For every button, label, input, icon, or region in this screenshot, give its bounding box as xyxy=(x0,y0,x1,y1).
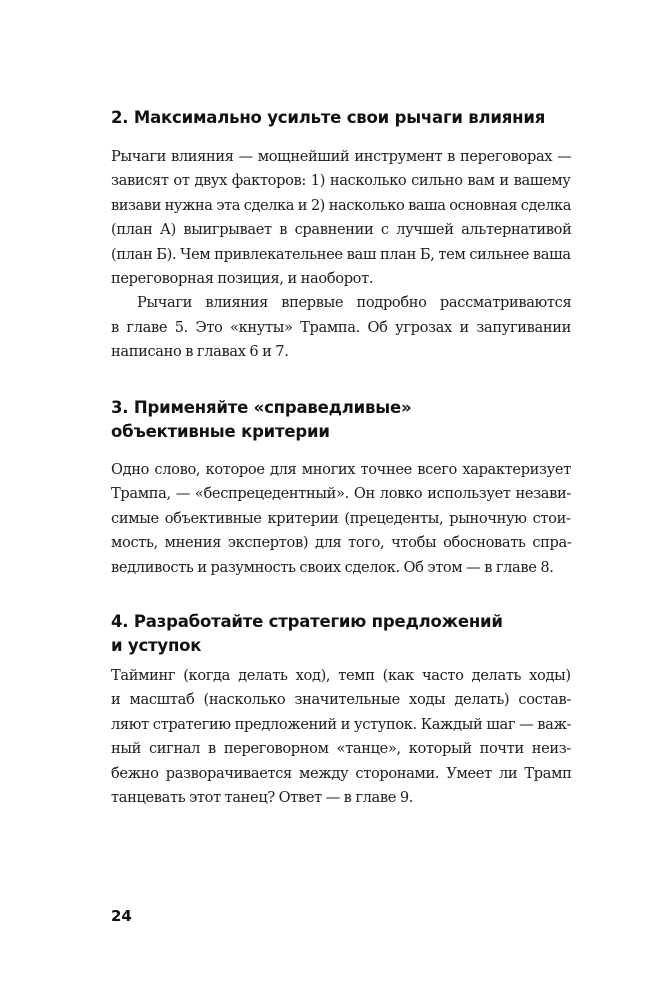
text-line: зависят от двух факторов: 1) насколько сильно вам и вашему xyxy=(111,172,571,190)
paragraph xyxy=(111,664,571,810)
text-line: переговорная позиция, и наоборот. xyxy=(111,270,374,288)
text-line: (план Б). Чем привлекательнее ваш план Б, тем сильнее ваша xyxy=(111,245,571,263)
text-line: визави нужна эта сделка и 2) насколько ваша основная сделка xyxy=(111,196,571,214)
heading-line: 3. Применяйте «справедливые» xyxy=(111,398,412,417)
text-line: симые объективные критерии (прецеденты, рыночную стои- xyxy=(111,509,571,527)
text-line: Трампа, — «беспрецедентный». Он ловко использует незави- xyxy=(111,485,571,503)
section-leverage xyxy=(111,106,571,365)
paragraph xyxy=(111,458,571,580)
section-heading xyxy=(111,396,571,444)
text-line: бежно разворачивается между сторонами. Умеет ли Трамп xyxy=(111,764,572,782)
heading-line: 2. Максимально усильте свои рычаги влияния xyxy=(111,108,546,127)
heading-line: 4. Разработайте стратегию предложений xyxy=(111,612,503,631)
section-offers-concessions xyxy=(111,610,571,810)
text-line: Рычаги влияния впервые подробно рассматриваются xyxy=(137,294,572,312)
heading-line: объективные критерии xyxy=(111,422,330,441)
paragraph xyxy=(111,291,571,364)
text-line: (план А) выигрывает в сравнении с лучшей альтернативой xyxy=(111,221,572,239)
text-line: танцевать этот танец? Ответ — в главе 9. xyxy=(111,789,414,807)
text-line: Тайминг (когда делать ход), темп (как часто делать ходы) xyxy=(111,667,571,684)
text-line: ный сигнал в переговорном «танце», который почти неиз- xyxy=(111,740,571,758)
text-line: Одно слово, которое для многих точнее всего характеризует xyxy=(111,461,571,478)
paragraph xyxy=(111,145,571,291)
text-line: и масштаб (насколько значительные ходы делать) состав- xyxy=(111,691,571,709)
section-heading xyxy=(111,610,571,658)
text-line: мость, мнения экспертов) для того, чтобы обосновать спра- xyxy=(111,534,572,552)
section-objective-criteria xyxy=(111,396,571,580)
text-line: ведливость и разумность своих сделок. Об этом — в главе 8. xyxy=(111,558,554,576)
text-line: Рычаги влияния — мощнейший инструмент в переговорах — xyxy=(111,148,572,165)
page-number: 24 xyxy=(111,907,132,925)
text-line: в главе 5. Это «кнуты» Трампа. Об угрозах и запугивании xyxy=(111,318,571,336)
text-line: написано в главах 6 и 7. xyxy=(111,343,289,361)
heading-line: и уступок xyxy=(111,636,202,655)
section-heading xyxy=(111,106,571,130)
text-line: ляют стратегию предложений и уступок. Каждый шаг — важ- xyxy=(111,715,572,733)
